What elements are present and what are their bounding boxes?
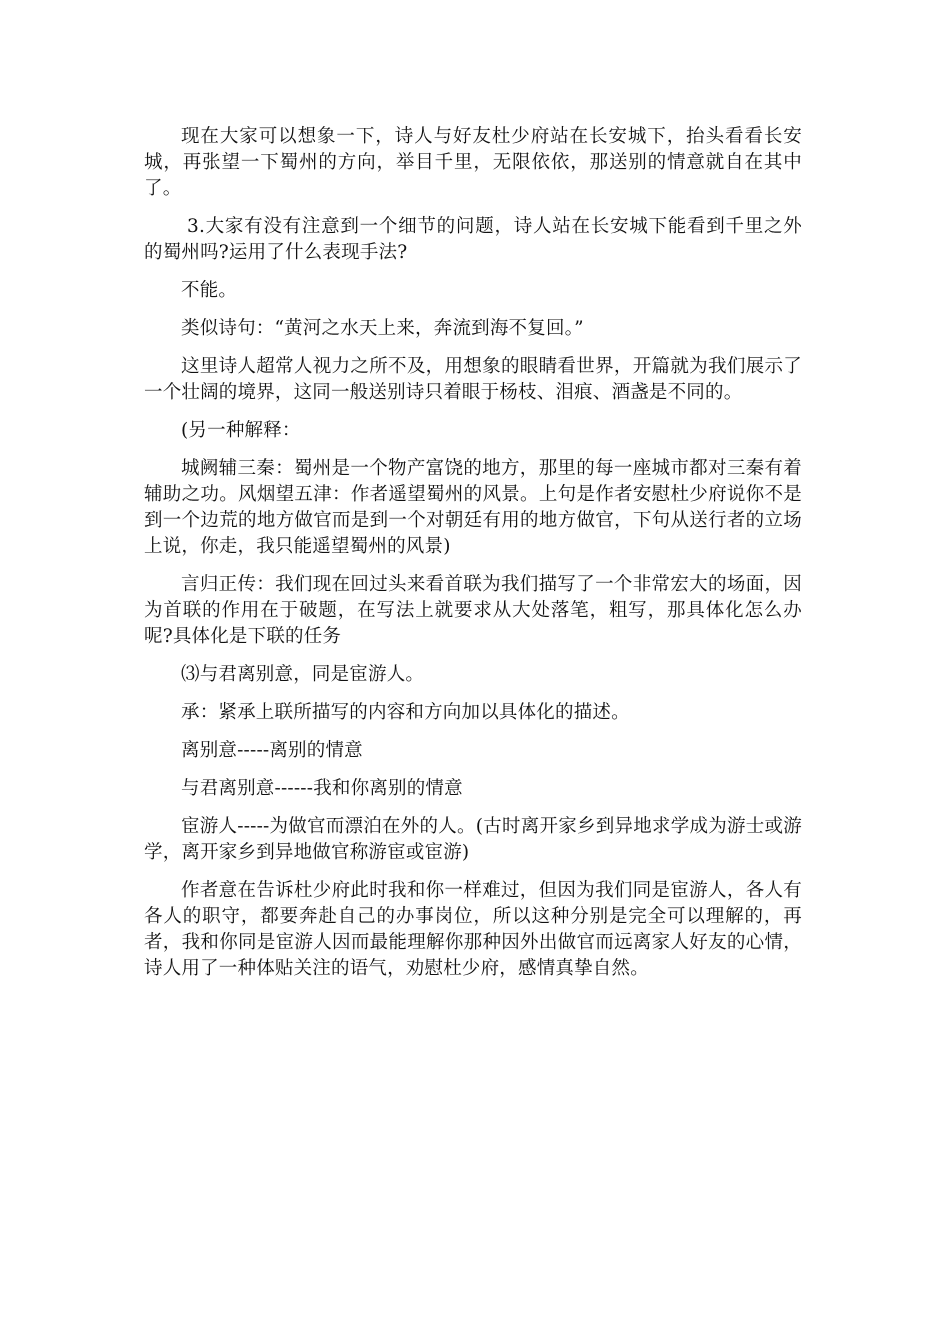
paragraph-cheng: 承：紧承上联所描写的内容和方向加以具体化的描述。 bbox=[181, 702, 630, 723]
paragraph-similar-verse: 类似诗句：“黄河之水天上来，奔流到海不复回。” bbox=[181, 318, 584, 339]
paragraph-definition-official-traveler: 宦游人-----为做官而漂泊在外的人。(古时离开家乡到异地求学成为游士或游学，离开家乡到异地做官称游宦或宦游) bbox=[144, 816, 802, 863]
paragraph-author-intent: 作者意在告诉杜少府此时我和你一样难过，但因为我们同是宦游人，各人有各人的职守，都要奔赴自己的办事岗位，所以这种分别是完全可以理解的，再者，我和你同是宦游人因而最能理解你那种因外出做官而远离家人好友的心情，诗人用了一种体贴关注的语气，劝慰杜少府，感情真挚自然。 bbox=[144, 880, 802, 979]
document-body bbox=[144, 124, 802, 994]
paragraph-verse-3: ⑶与君离别意，同是宦游人。 bbox=[181, 664, 425, 685]
paragraph-alternative-intro: (另一种解释： bbox=[181, 420, 301, 441]
paragraph-definition-parting: 离别意-----离别的情意 bbox=[181, 740, 363, 761]
paragraph-poet-imagination: 这里诗人超常人视力之所不及，用想象的眼睛看世界，开篇就为我们展示了一个壮阔的境界，这同一般送别诗只着眼于杨枝、泪痕、酒盏是不同的。 bbox=[144, 356, 802, 403]
paragraph-answer-no: 不能。 bbox=[181, 280, 238, 301]
paragraph-back-to-topic: 言归正传：我们现在回过头来看首联为我们描写了一个非常宏大的场面，因为首联的作用在于破题，在写法上就要求从大处落笔，粗写，那具体化怎么办呢?具体化是下联的任务 bbox=[144, 574, 802, 647]
paragraph-alternative-explanation: 城阙辅三秦：蜀州是一个物产富饶的地方，那里的每一座城市都对三秦有着辅助之功。风烟望五津：作者遥望蜀州的风景。上句是作者安慰杜少府说你不是到一个边荒的地方做官而是到一个对朝廷有用的地方做官，下句从送行者的立场上说，你走，我只能遥望蜀州的风景) bbox=[144, 458, 802, 557]
paragraph-imagine-scene: 现在大家可以想象一下，诗人与好友杜少府站在长安城下，抬头看看长安城，再张望一下蜀州的方向，举目千里，无限依依，那送别的情意就自在其中了。 bbox=[144, 126, 802, 199]
paragraph-definition-parting-with-you: 与君离别意------我和你离别的情意 bbox=[181, 778, 463, 799]
paragraph-question-3: 3.大家有没有注意到一个细节的问题，诗人站在长安城下能看到千里之外的蜀州吗?运用了什么表现手法? bbox=[144, 216, 802, 263]
